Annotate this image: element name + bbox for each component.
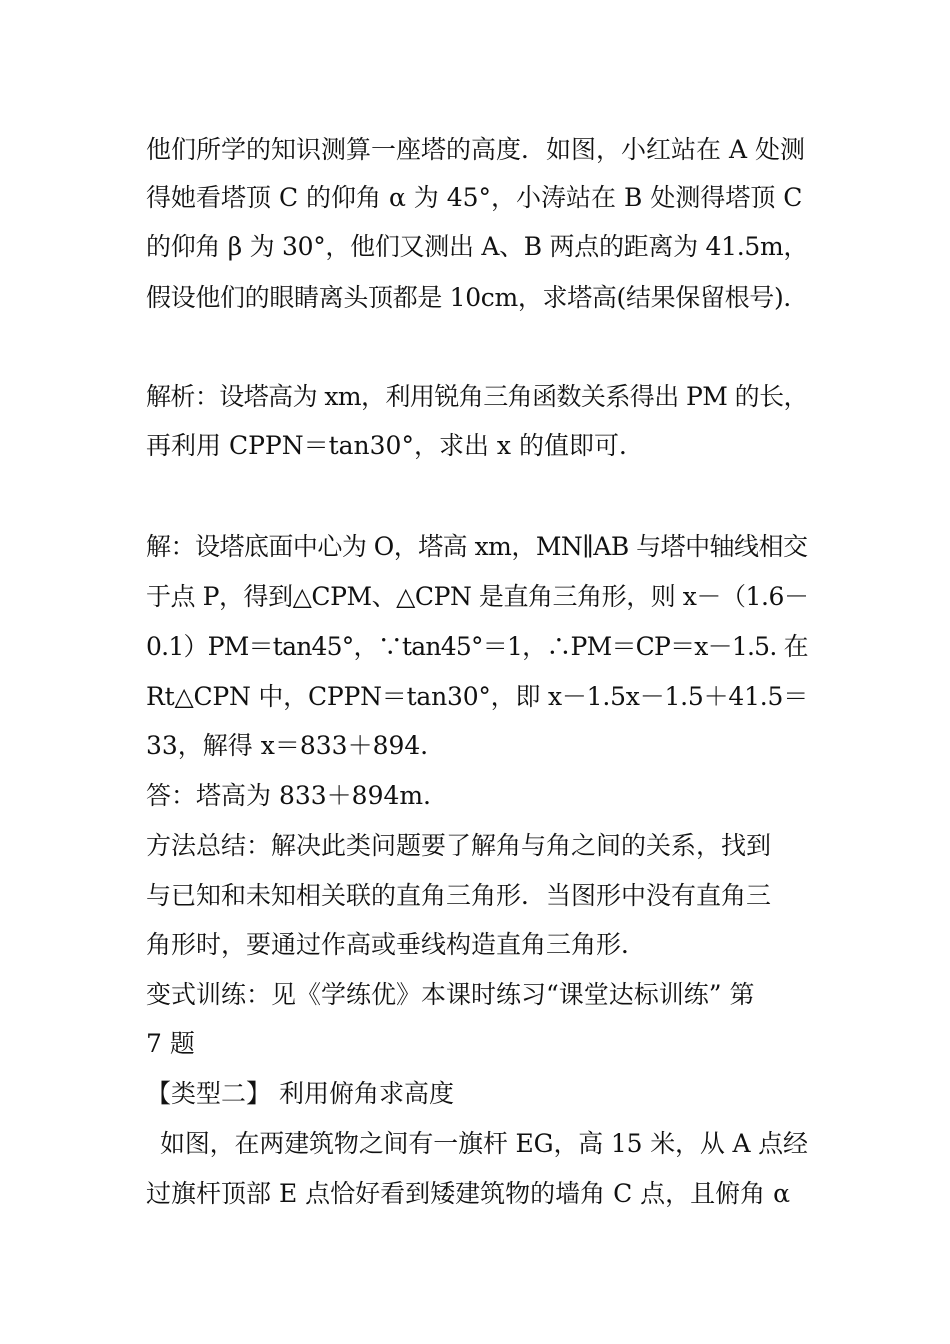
method-summary-line-3: 角形时，要通过作高或垂线构造直角三角形． bbox=[146, 930, 647, 959]
solution-line-1: 解：设塔底面中心为 O，塔高 xm，MN∥AB 与塔中轴线相交 bbox=[146, 532, 808, 561]
solution-line-4: Rt△CPN 中，CPPN＝tan30°，即 x－1.5x－1.5＋41.5＝ bbox=[146, 682, 809, 711]
variant-training-line-2: 7 题 bbox=[146, 1029, 195, 1058]
variant-training-line-1: 变式训练：见《学练优》本课时练习“课堂达标训练” 第 bbox=[146, 980, 755, 1009]
problem-line-1: 他们所学的知识测算一座塔的高度．如图，小红站在 A 处测 bbox=[146, 135, 805, 164]
problem-line-3: 的仰角 β 为 30°，他们又测出 A、B 两点的距离为 41.5m， bbox=[146, 232, 809, 261]
answer-line: 答：塔高为 833＋894m． bbox=[146, 781, 449, 810]
solution-line-2: 于点 P，得到△CPM、△CPN 是直角三角形，则 x－（1.6－ bbox=[146, 582, 809, 611]
type2-problem-line-2: 过旗杆顶部 E 点恰好看到矮建筑物的墙角 C 点，且俯角 α bbox=[146, 1179, 790, 1208]
analysis-line-2: 再利用 CPPN＝tan30°，求出 x 的值即可． bbox=[146, 431, 644, 460]
problem-line-2: 得她看塔顶 C 的仰角 α 为 45°，小涛站在 B 处测得塔顶 C bbox=[146, 183, 803, 212]
method-summary-line-2: 与已知和未知相关联的直角三角形．当图形中没有直角三 bbox=[146, 881, 772, 910]
solution-line-3: 0.1）PM＝tan45°，∵tan45°＝1，∴PM＝CP＝x－1.5. 在 bbox=[146, 632, 808, 661]
type2-heading: 【类型二】 利用俯角求高度 bbox=[146, 1079, 454, 1108]
analysis-line-1: 解析：设塔高为 xm，利用锐角三角函数关系得出 PM 的长， bbox=[146, 382, 808, 411]
problem-line-4: 假设他们的眼睛离头顶都是 10cm，求塔高(结果保留根号)． bbox=[146, 283, 809, 312]
type2-problem-line-1: 如图，在两建筑物之间有一旗杆 EG，高 15 米，从 A 点经 bbox=[160, 1129, 808, 1158]
method-summary-line-1: 方法总结：解决此类问题要了解角与角之间的关系，找到 bbox=[146, 831, 772, 860]
solution-line-5: 33，解得 x＝833＋894． bbox=[146, 731, 446, 760]
